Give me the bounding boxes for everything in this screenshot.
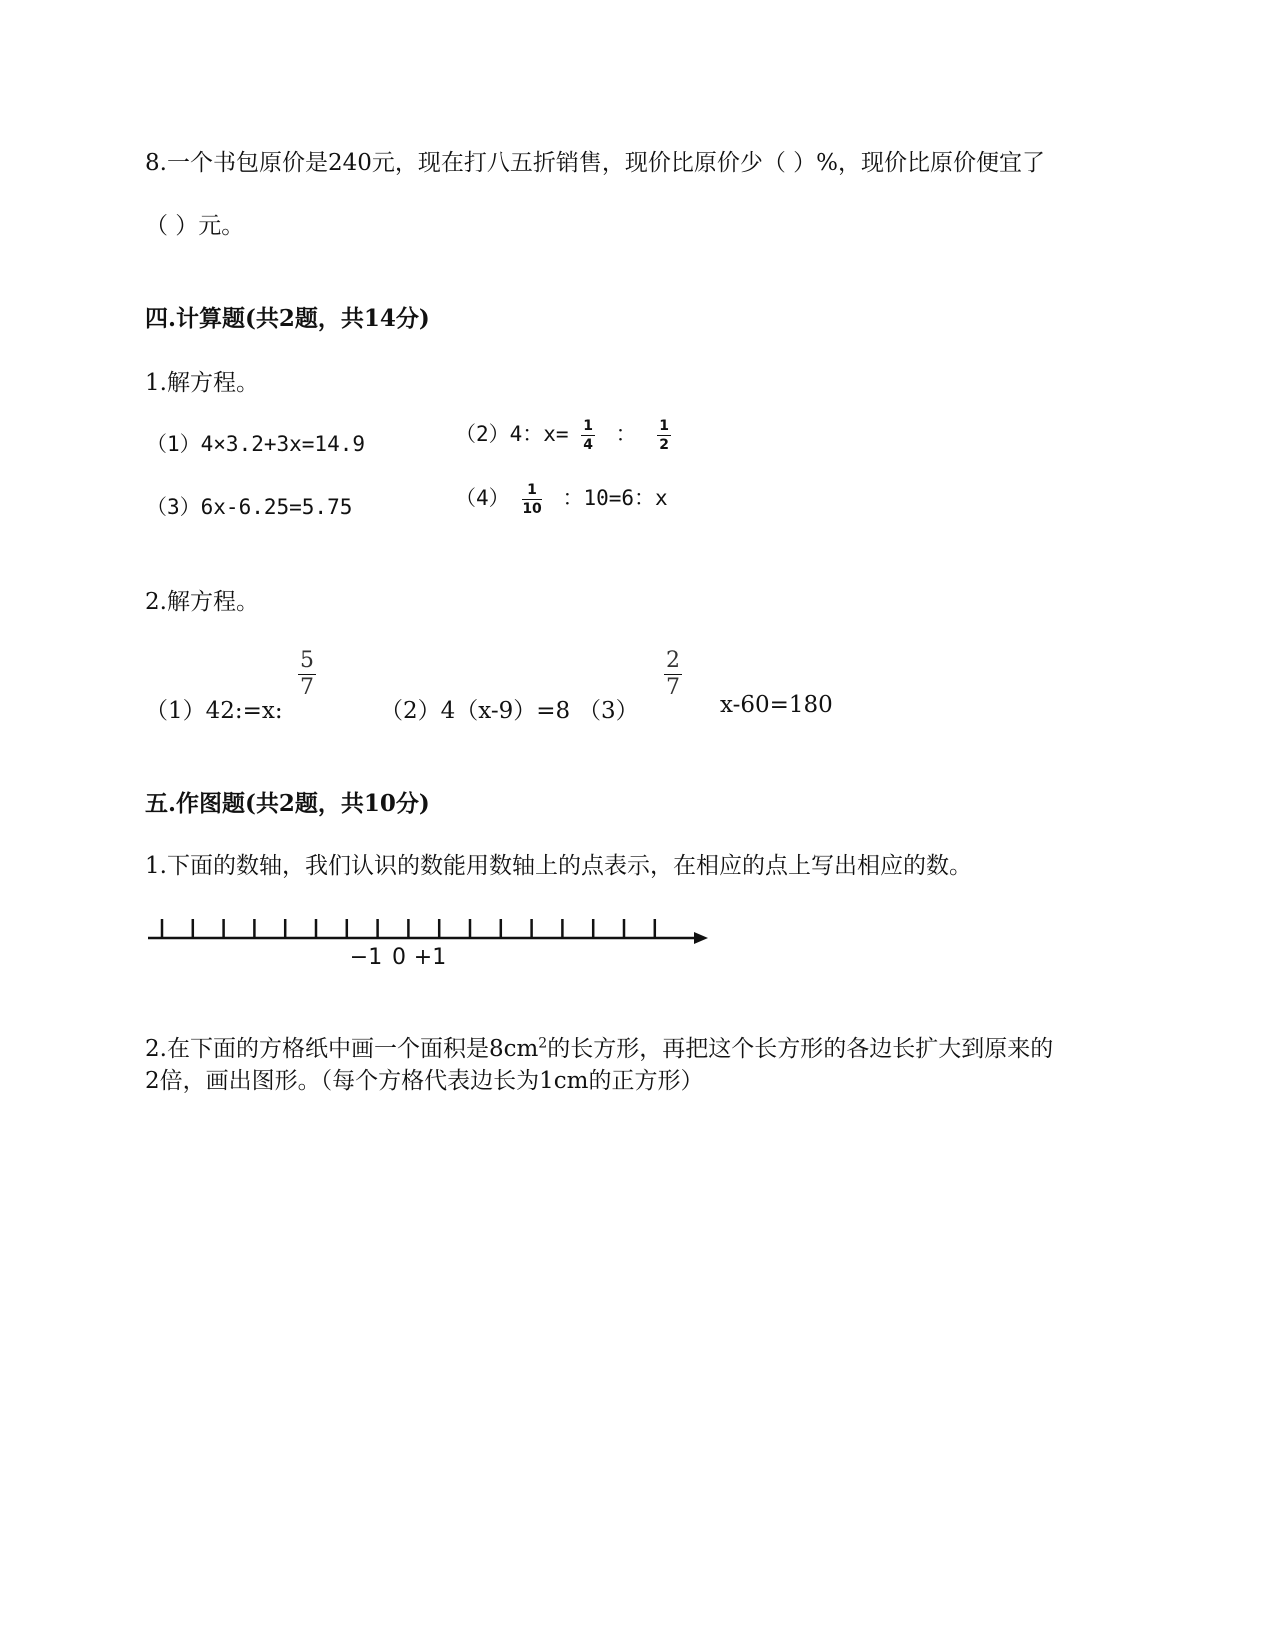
q8-line1: 8.一个书包原价是240元，现在打八五折销售，现价比原价少（ ）%，现价比原价便宜了 — [145, 150, 1046, 176]
label-zero: 0 — [392, 945, 406, 970]
eq2-fraction-2 — [657, 419, 671, 452]
s5-q2-line2: 2倍，画出图形。（每个方格代表边长为1cm的正方形） — [145, 1068, 704, 1094]
s4-q2-fraction-2 — [664, 650, 682, 699]
s4-q2-f1-den: 7 — [300, 675, 314, 700]
eq2-f2-num: 1 — [659, 417, 670, 434]
eq4-suffix: ：10=6：x — [562, 486, 668, 510]
s4-q1-eq2 — [455, 418, 671, 452]
eq2-f2-den: 2 — [659, 436, 670, 453]
s4-q2-part3: （3） — [578, 698, 639, 724]
s4-q2-f2-num: 2 — [666, 648, 680, 673]
eq4-fraction — [522, 483, 541, 516]
number-line-ticks — [162, 919, 655, 938]
number-line — [140, 908, 720, 974]
s4-q1-eq4 — [455, 482, 668, 516]
label-plus-one: +1 — [413, 945, 447, 970]
s4-q2-part1: （1）42:=x: — [145, 698, 283, 724]
s5-q2-superscript: 2 — [538, 1035, 548, 1052]
s4-q2-f2-den: 7 — [666, 675, 680, 700]
s5-q2-line1-a: 2.在下面的方格纸中画一个面积是8cm — [145, 1036, 539, 1062]
s4-q1-eq1: （1）4×3.2+3x=14.9 — [146, 432, 366, 456]
eq2-f1-den: 4 — [583, 436, 593, 453]
eq2-prefix: （2）4：x= — [455, 422, 569, 446]
eq4-f-den: 10 — [522, 500, 542, 517]
s4-q2-title: 2.解方程。 — [145, 589, 259, 615]
eq4-f-num: 1 — [522, 483, 541, 500]
section5-heading: 五.作图题(共2题，共10分) — [145, 790, 430, 817]
eq2-colon: ： — [615, 422, 637, 446]
q8-line2: （ ）元。 — [145, 213, 245, 239]
s5-q2-line1-b: 的长方形，再把这个长方形的各边长扩大到原来的 — [547, 1036, 1054, 1062]
eq4-prefix: （4） — [455, 486, 510, 510]
arrow-right-icon — [694, 932, 708, 944]
s4-q1-title: 1.解方程。 — [145, 370, 259, 396]
s4-q2-part4: x-60=180 — [720, 692, 833, 718]
s4-q2-part2: （2）4（x-9）=8 — [380, 698, 571, 724]
s4-q2-f1-num: 5 — [300, 648, 314, 673]
s5-q1-title: 1.下面的数轴，我们认识的数能用数轴上的点表示，在相应的点上写出相应的数。 — [145, 853, 972, 879]
s5-q2-line1 — [145, 1030, 1053, 1063]
s4-q2-fraction-1 — [298, 650, 316, 699]
eq2-fraction-1 — [581, 419, 595, 452]
s4-q1-eq3: （3）6x-6.25=5.75 — [146, 495, 353, 519]
label-minus-one: −1 — [349, 945, 383, 970]
section4-heading: 四.计算题(共2题，共14分) — [145, 305, 430, 332]
eq2-f1-num: 1 — [583, 417, 593, 434]
